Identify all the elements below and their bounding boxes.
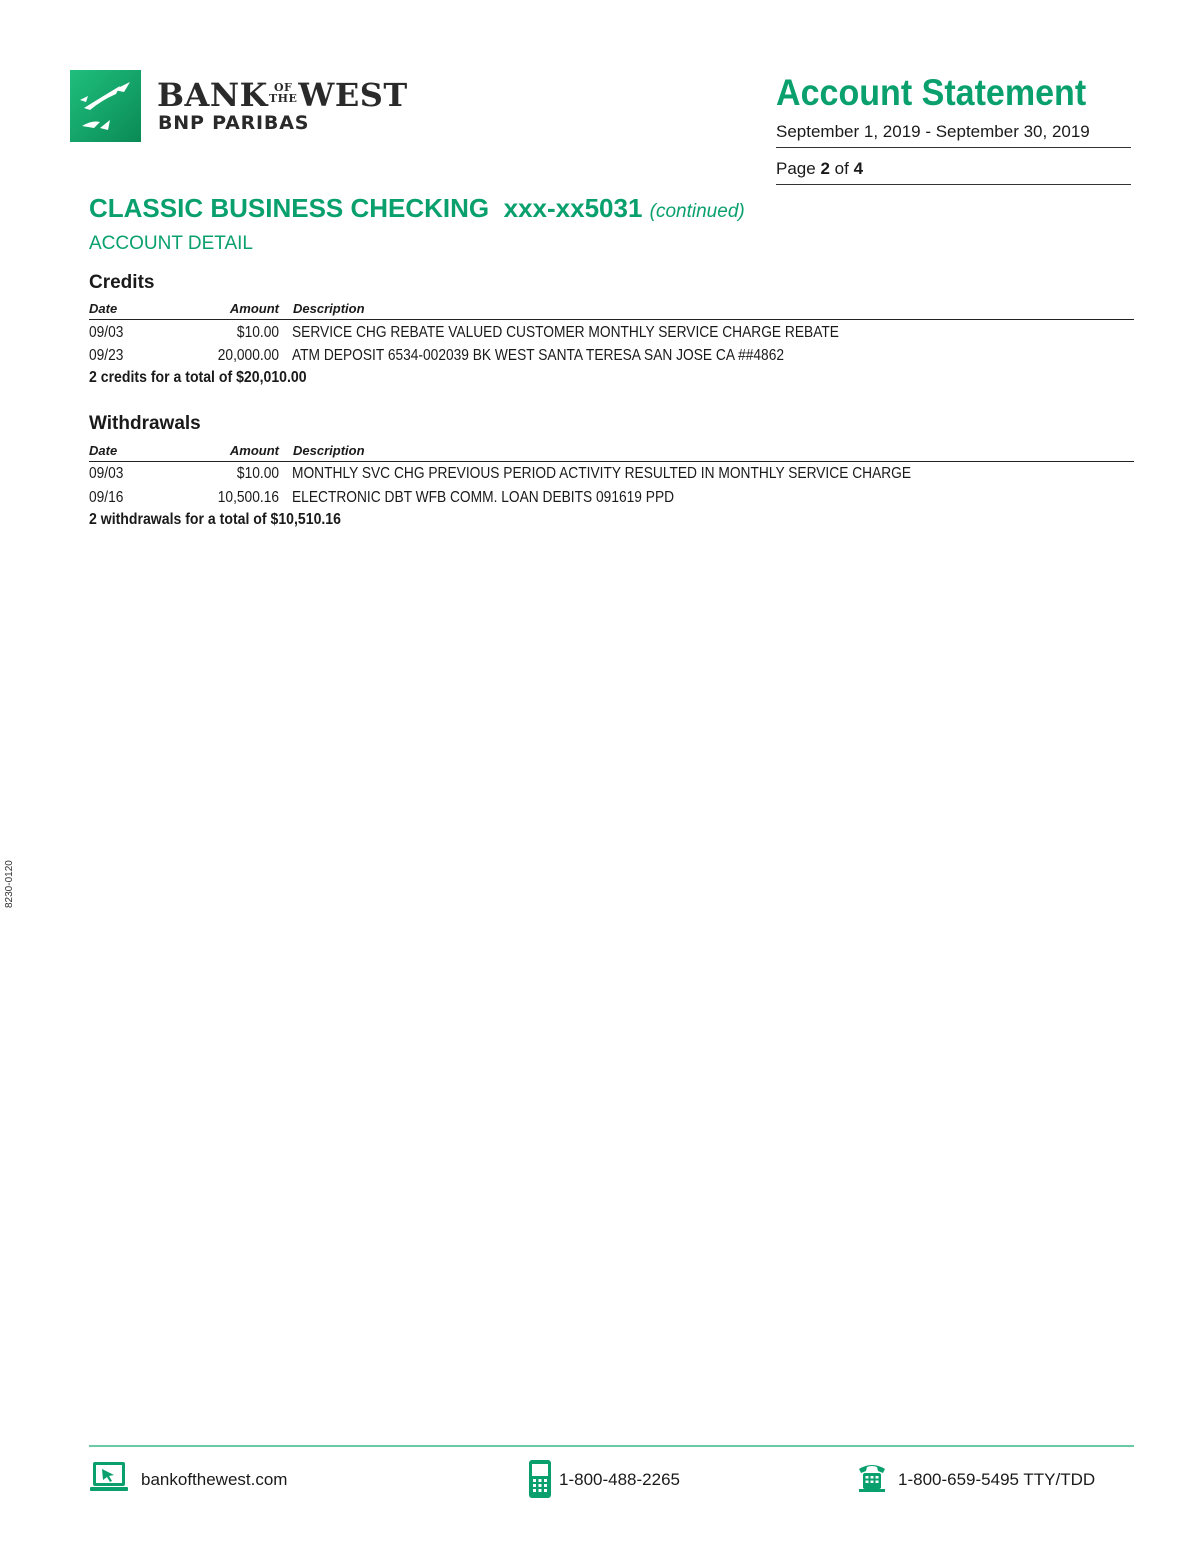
column-header-amount: Amount [229, 443, 279, 458]
row-date: 09/23 [89, 347, 124, 364]
column-header-description: Description [293, 301, 365, 316]
bank-name: BANK OF THEWEST [157, 76, 408, 114]
header-divider [89, 461, 1134, 462]
footer-divider [89, 1445, 1134, 1447]
row-amount: 20,000.00 [217, 347, 279, 364]
footer-phone[interactable]: 1-800-488-2265 [559, 1470, 680, 1489]
footer-tty[interactable]: 1-800-659-5495 TTY/TDD [898, 1470, 1096, 1489]
row-description: SERVICE CHG REBATE VALUED CUSTOMER MONTHLY SERVICE CHARGE REBATE [292, 324, 839, 341]
row-amount: 10,500.16 [217, 489, 279, 506]
form-code: 8230-0120 [4, 860, 15, 908]
column-header-description: Description [293, 443, 365, 458]
credits-title: Credits [89, 272, 155, 293]
mobile-phone-icon [528, 1459, 552, 1499]
statement-period: September 1, 2019 - September 30, 2019 [776, 122, 1090, 141]
divider [776, 184, 1131, 185]
statement-title: Account Statement [776, 72, 1087, 113]
column-header-amount: Amount [229, 301, 279, 316]
account-heading: CLASSIC BUSINESS CHECKING xxx-xx5031 (continued) [89, 193, 745, 223]
account-detail-label: ACCOUNT DETAIL [89, 233, 253, 254]
side-code-wrap [4, 848, 18, 908]
header-divider [89, 319, 1134, 320]
bank-logo-icon [70, 70, 141, 142]
column-header-date: Date [89, 301, 118, 316]
row-amount: $10.00 [236, 465, 279, 482]
withdrawals-total: 2 withdrawals for a total of $10,510.16 [89, 511, 341, 528]
row-date: 09/03 [89, 465, 124, 482]
tty-phone-icon [857, 1461, 887, 1493]
credits-total: 2 credits for a total of $20,010.00 [89, 369, 307, 386]
row-description: ATM DEPOSIT 6534-002039 BK WEST SANTA TERESA SAN JOSE CA ##4862 [292, 347, 785, 364]
column-header-date: Date [89, 443, 118, 458]
row-amount: $10.00 [236, 324, 279, 341]
footer-website[interactable]: bankofthewest.com [141, 1470, 288, 1489]
divider [776, 147, 1131, 148]
row-date: 09/16 [89, 489, 124, 506]
page-indicator: Page 2 of 4 [776, 159, 864, 178]
withdrawals-title: Withdrawals [89, 413, 201, 434]
row-description: MONTHLY SVC CHG PREVIOUS PERIOD ACTIVITY RESULTED IN MONTHLY SERVICE CHARGE [292, 465, 912, 482]
row-date: 09/03 [89, 324, 124, 341]
bank-subtitle: BNP PARIBAS [158, 112, 310, 134]
row-description: ELECTRONIC DBT WFB COMM. LOAN DEBITS 091619 PPD [292, 489, 675, 506]
computer-icon [90, 1461, 128, 1493]
